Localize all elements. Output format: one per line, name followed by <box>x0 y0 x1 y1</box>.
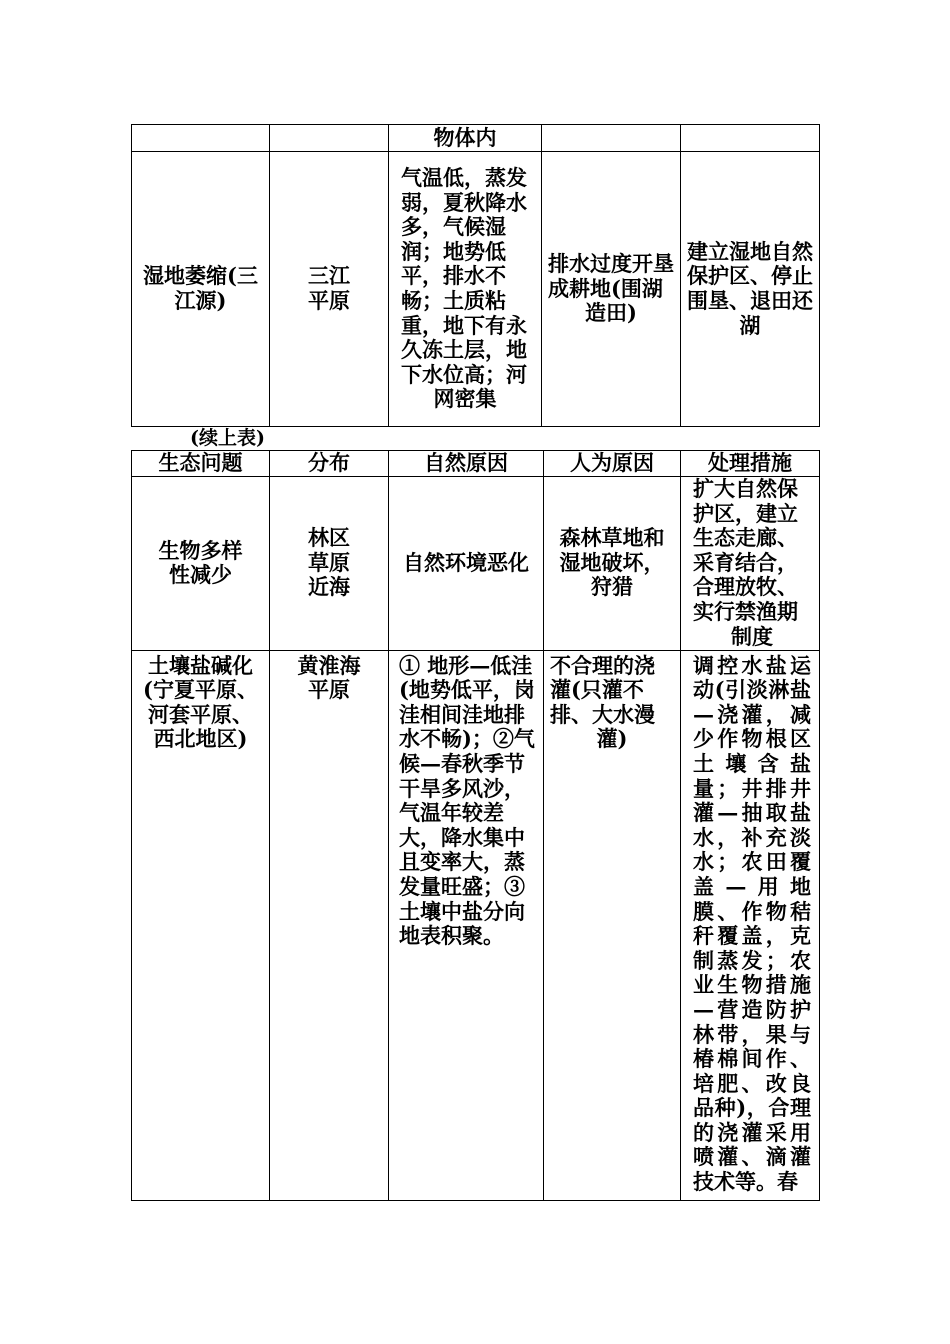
problem-cell: 生物多样性减少 <box>132 476 270 650</box>
table-row <box>132 125 820 152</box>
column-header: 生态问题 <box>132 451 270 477</box>
table-caption: (续上表) <box>190 427 265 449</box>
table-cell <box>270 125 389 152</box>
measures-cell: 扩大自然保护区，建立生态走廊、采育结合，合理放牧、实行禁渔期制度 <box>681 476 820 650</box>
column-header: 人为原因 <box>544 451 681 477</box>
distribution-cell: 三江 平原 <box>270 152 389 427</box>
ecology-table <box>131 450 820 1201</box>
natural-cause-cell: 自然环境恶化 <box>389 476 544 650</box>
table-row <box>132 152 820 427</box>
human-cause-cell: 排水过度开垦成耕地(围湖造田) <box>542 152 681 427</box>
column-header: 自然原因 <box>389 451 544 477</box>
distribution-cell: 林区 草原 近海 <box>270 476 389 650</box>
measures-cell: 调控水盐运动(引淡淋盐—浇灌，减少作物根区土壤含盐量；井排井灌—抽取盐水，补充淡水；农田覆盖—用地膜、作物秸秆覆盖，克制蒸发；农业生物措施—营造防护林带，果与椿棉间作、培肥、改良品种)，合理的浇灌采用喷灌、滴灌技术等。春 <box>681 650 820 1200</box>
table-row <box>132 650 820 1200</box>
column-header: 处理措施 <box>681 451 820 477</box>
measures-cell: 建立湿地自然保护区、停止围垦、退田还湖 <box>681 152 820 427</box>
table-cell <box>132 125 270 152</box>
table-header-row <box>132 451 820 477</box>
table-cell: 物体内 <box>389 125 542 152</box>
problem-cell: 湿地萎缩(三江源) <box>132 152 270 427</box>
human-cause-cell: 不合理的浇灌(只灌不排、大水漫灌) <box>544 650 681 1200</box>
natural-cause-cell: 气温低，蒸发弱，夏秋降水多，气候湿润；地势低平，排水不畅；土质粘重，地下有永久冻土层，地下水位高；河网密集 <box>389 152 542 427</box>
natural-cause-cell: ① 地形—低洼(地势低平，岗洼相间洼地排水不畅)；②气候—春秋季节干旱多风沙，气温年较差大，降水集中且变率大，蒸发量旺盛；③土壤中盐分向地表积聚。 <box>389 650 544 1200</box>
table-cell <box>542 125 681 152</box>
human-cause-cell: 森林草地和湿地破坏，狩猎 <box>544 476 681 650</box>
distribution-cell: 黄淮海平原 <box>270 650 389 1200</box>
problem-cell: 土壤盐碱化(宁夏平原、河套平原、西北地区) <box>132 650 270 1200</box>
ecology-table-continued <box>131 124 820 427</box>
column-header: 分布 <box>270 451 389 477</box>
table-cell <box>681 125 820 152</box>
table-row <box>132 476 820 650</box>
